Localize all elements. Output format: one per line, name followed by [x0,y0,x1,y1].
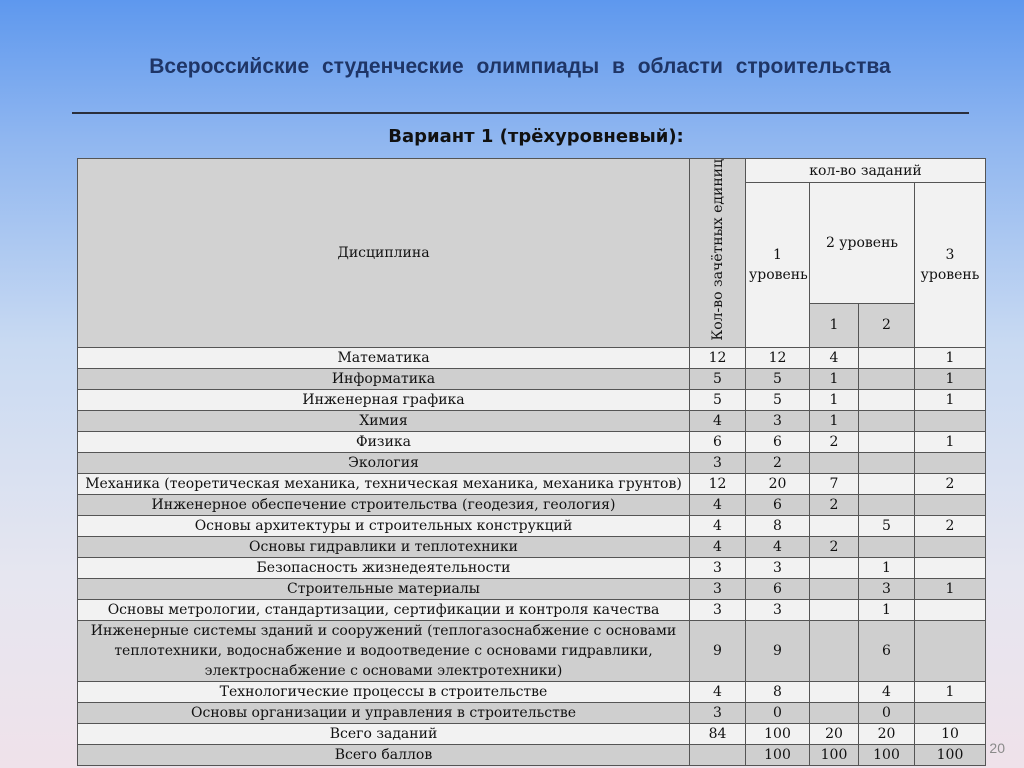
cell-l3: 2 [915,515,986,536]
cell-l2a: 2 [810,431,859,452]
cell-l2a: 20 [810,723,859,744]
cell-l1: 3 [746,557,810,578]
cell-l2b: 20 [859,723,915,744]
cell-l1: 6 [746,431,810,452]
cell-l2a [810,557,859,578]
cell-discipline: Физика [78,431,690,452]
cell-l1: 9 [746,620,810,681]
cell-l3: 1 [915,389,986,410]
cell-l2b [859,494,915,515]
header-level2: 2 уровень [810,183,915,304]
cell-discipline: Основы организации и управления в строительстве [78,702,690,723]
header-credits-label: Кол-во зачётных единиц [709,159,726,341]
table-row [78,620,986,681]
table-row [78,536,986,557]
table-row [78,557,986,578]
cell-l2b: 5 [859,515,915,536]
cell-l2b [859,431,915,452]
cell-discipline: Строительные материалы [78,578,690,599]
cell-l3 [915,452,986,473]
cell-l2b: 0 [859,702,915,723]
cell-discipline: Всего баллов [78,744,690,765]
cell-credits: 3 [690,557,746,578]
cell-l1: 100 [746,744,810,765]
cell-l3: 1 [915,347,986,368]
olympiad-table [77,158,986,766]
cell-l1: 12 [746,347,810,368]
table-row [78,368,986,389]
header-credits [690,159,746,348]
cell-credits: 4 [690,494,746,515]
header-tasks: кол-во заданий [746,159,986,183]
cell-l2a: 1 [810,389,859,410]
cell-l2a: 2 [810,494,859,515]
cell-l2a [810,578,859,599]
cell-l3: 1 [915,578,986,599]
cell-l2a [810,702,859,723]
table-row [78,452,986,473]
cell-l2a: 7 [810,473,859,494]
cell-discipline: Механика (теоретическая механика, техническая механика, механика грунтов) [78,473,690,494]
cell-l1: 2 [746,452,810,473]
cell-l2b [859,452,915,473]
header-level1: 1 уровень [746,183,810,348]
cell-credits: 4 [690,515,746,536]
cell-credits: 4 [690,536,746,557]
table-row [78,473,986,494]
table-row [78,599,986,620]
cell-l1: 6 [746,578,810,599]
table-row [78,494,986,515]
cell-discipline: Всего заданий [78,723,690,744]
cell-l2a: 1 [810,410,859,431]
cell-l1: 100 [746,723,810,744]
cell-discipline: Основы гидравлики и теплотехники [78,536,690,557]
cell-discipline: Технологические процессы в строительстве [78,681,690,702]
cell-l2b: 6 [859,620,915,681]
header-level3: 3 уровень [915,183,986,348]
cell-l2a: 4 [810,347,859,368]
cell-l3: 1 [915,681,986,702]
cell-l3 [915,536,986,557]
variant-heading: Вариант 1 (трёхуровневый): [388,126,684,147]
cell-credits: 3 [690,452,746,473]
cell-l2b [859,473,915,494]
cell-discipline: Инженерная графика [78,389,690,410]
cell-l2b [859,347,915,368]
slide-title: Всероссийские студенческие олимпиады в области строительства [149,55,891,78]
cell-l2a [810,515,859,536]
cell-credits [690,744,746,765]
cell-l2a: 1 [810,368,859,389]
cell-l2b: 3 [859,578,915,599]
cell-discipline: Химия [78,410,690,431]
cell-credits: 9 [690,620,746,681]
cell-l3 [915,410,986,431]
page-number: 20 [989,740,1005,756]
cell-discipline: Экология [78,452,690,473]
cell-l2b: 1 [859,599,915,620]
table-row [78,515,986,536]
cell-discipline: Основы метрологии, стандартизации, сертификации и контроля качества [78,599,690,620]
table-row [78,744,986,765]
cell-l3 [915,599,986,620]
cell-l1: 4 [746,536,810,557]
table-row [78,410,986,431]
cell-l2b [859,389,915,410]
cell-l3 [915,494,986,515]
cell-credits: 5 [690,389,746,410]
cell-l1: 3 [746,599,810,620]
title-divider [72,112,969,114]
cell-l3: 1 [915,431,986,452]
cell-l1: 5 [746,389,810,410]
cell-l3 [915,557,986,578]
cell-l1: 5 [746,368,810,389]
cell-l1: 20 [746,473,810,494]
cell-l1: 0 [746,702,810,723]
table-row [78,702,986,723]
table-row [78,389,986,410]
cell-l3: 2 [915,473,986,494]
cell-l1: 3 [746,410,810,431]
cell-discipline: Основы архитектуры и строительных конструкций [78,515,690,536]
cell-discipline: Безопасность жизнедеятельности [78,557,690,578]
cell-l2a [810,452,859,473]
cell-l1: 8 [746,515,810,536]
cell-credits: 12 [690,473,746,494]
cell-l2a [810,620,859,681]
table-row [78,723,986,744]
cell-l2b [859,536,915,557]
cell-credits: 84 [690,723,746,744]
cell-credits: 5 [690,368,746,389]
cell-discipline: Математика [78,347,690,368]
cell-l2b: 100 [859,744,915,765]
cell-l2a [810,599,859,620]
header-level2-sub2: 2 [859,303,915,347]
table-row [78,431,986,452]
cell-l2b [859,410,915,431]
cell-credits: 12 [690,347,746,368]
cell-discipline: Инженерные системы зданий и сооружений (теплогазоснабжение с основами теплотехники, водоснабжение и водоотведение с основами гидравлики, электроснабжение с основами электротехники) [78,620,690,681]
cell-l3 [915,702,986,723]
cell-credits: 3 [690,599,746,620]
cell-l1: 8 [746,681,810,702]
cell-credits: 4 [690,681,746,702]
cell-l2a [810,681,859,702]
cell-l2a: 100 [810,744,859,765]
cell-l2b: 4 [859,681,915,702]
cell-credits: 3 [690,578,746,599]
cell-l3 [915,620,986,681]
cell-l3: 100 [915,744,986,765]
cell-credits: 4 [690,410,746,431]
table-row [78,578,986,599]
cell-l2b: 1 [859,557,915,578]
table-row [78,347,986,368]
cell-l3: 10 [915,723,986,744]
cell-l2b [859,368,915,389]
header-discipline: Дисциплина [78,159,690,348]
cell-discipline: Информатика [78,368,690,389]
cell-credits: 3 [690,702,746,723]
table-row [78,681,986,702]
header-level2-sub1: 1 [810,303,859,347]
cell-discipline: Инженерное обеспечение строительства (геодезия, геология) [78,494,690,515]
cell-credits: 6 [690,431,746,452]
cell-l1: 6 [746,494,810,515]
cell-l3: 1 [915,368,986,389]
table-body [78,347,986,765]
cell-l2a: 2 [810,536,859,557]
